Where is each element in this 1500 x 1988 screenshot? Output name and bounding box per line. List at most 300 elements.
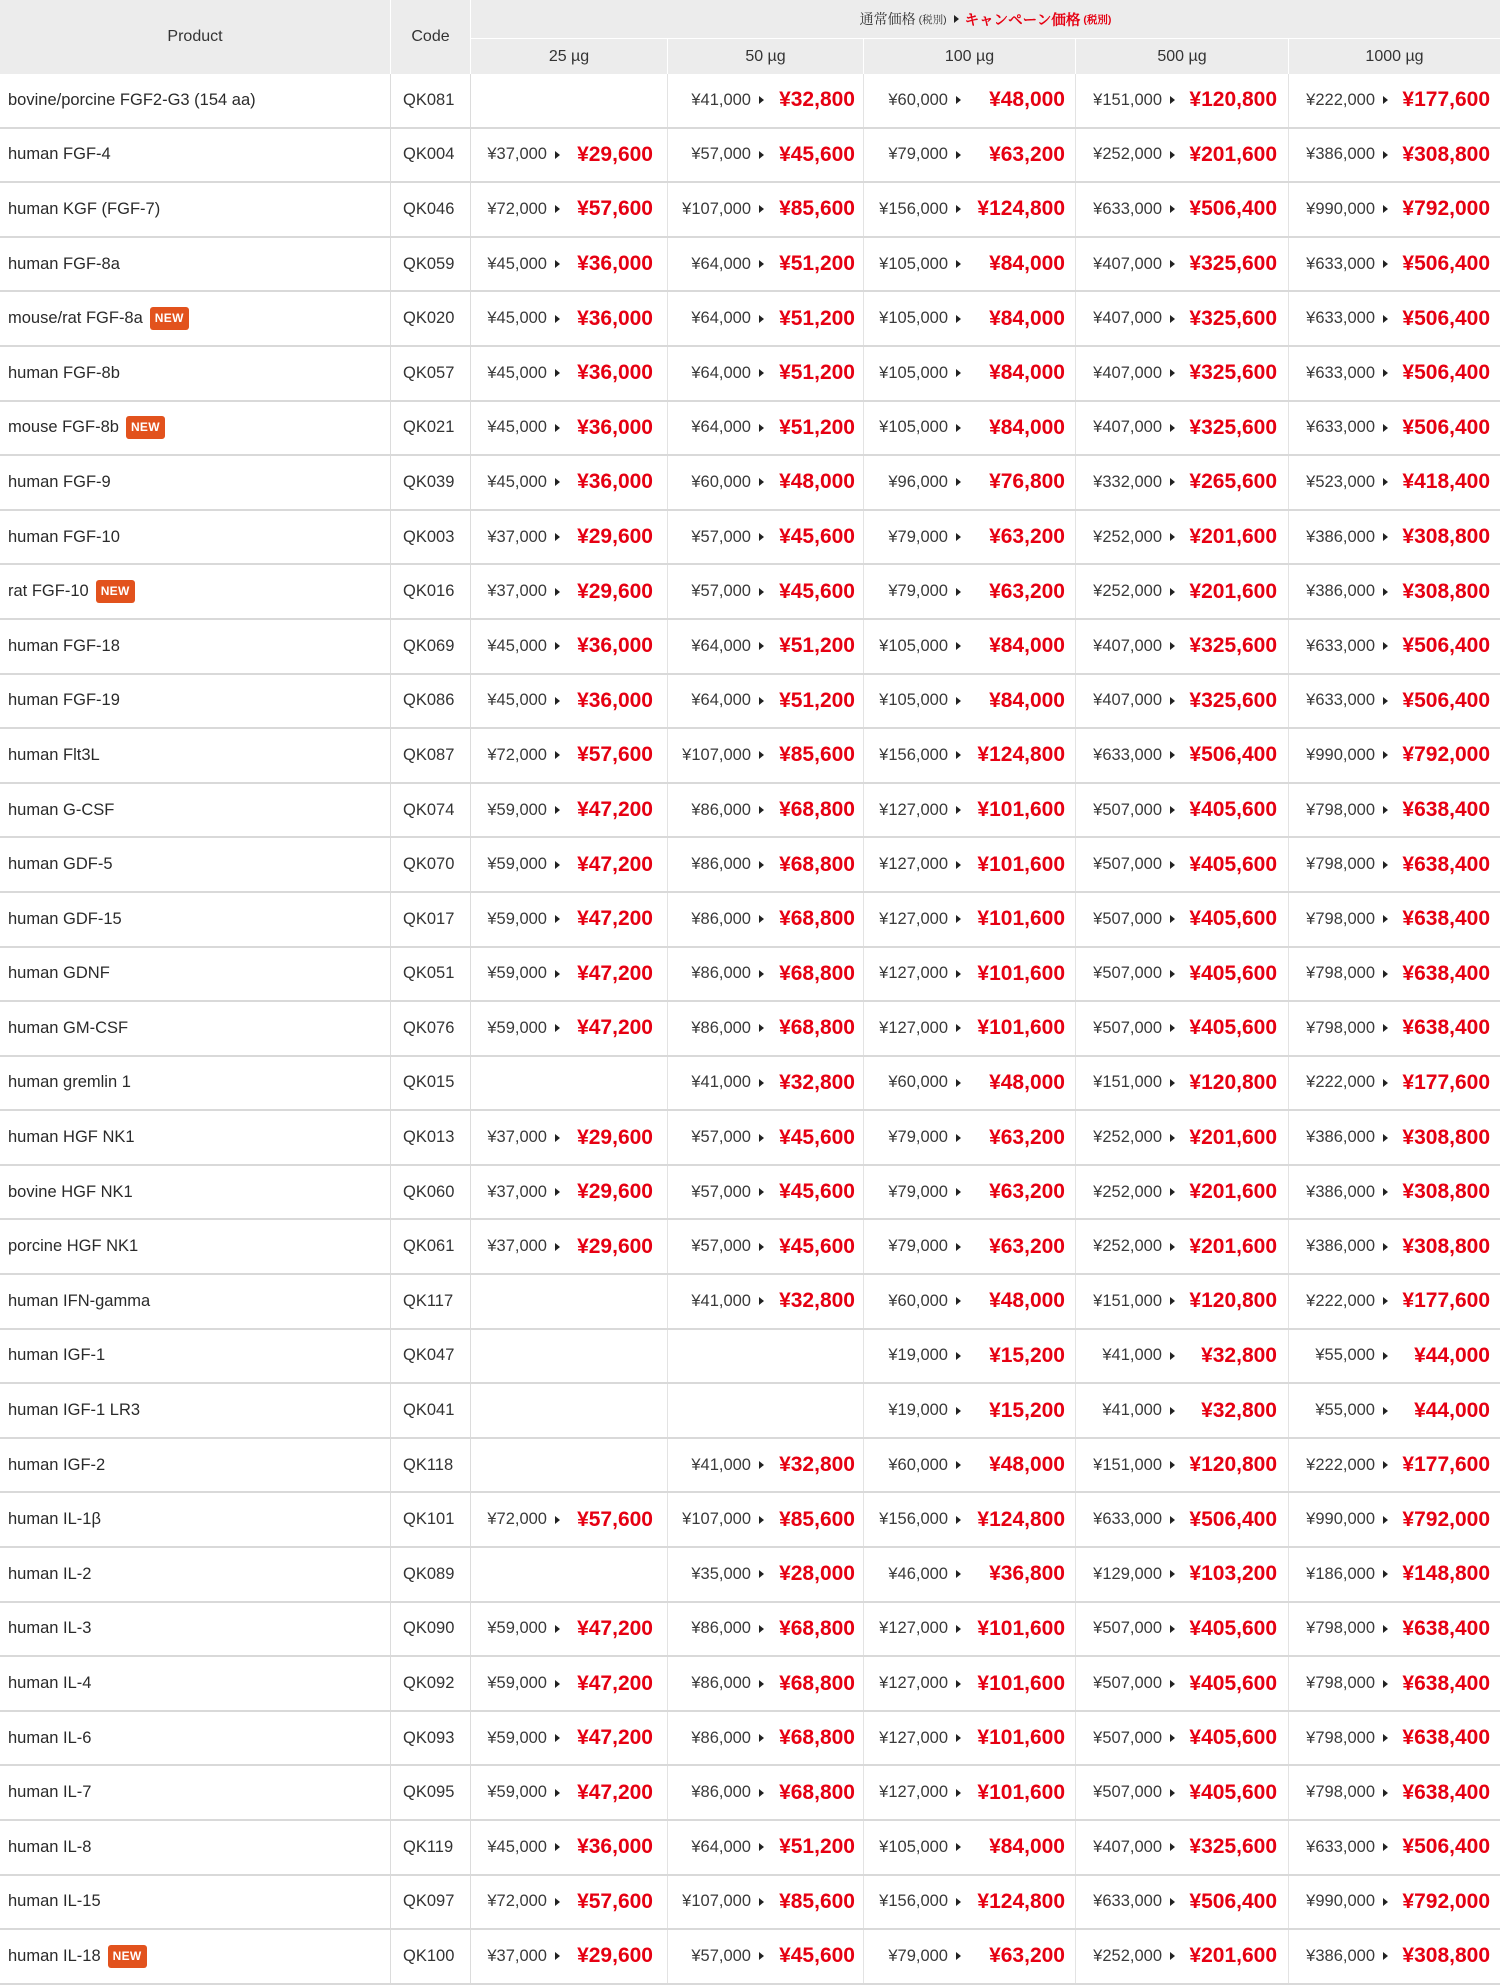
campaign-price: ¥57,600 bbox=[577, 197, 653, 221]
arrow-right-icon bbox=[1170, 1188, 1175, 1196]
regular-price: ¥186,000 bbox=[1306, 1564, 1375, 1583]
arrow-right-icon bbox=[555, 151, 560, 159]
arrow-right-icon bbox=[1170, 315, 1175, 323]
campaign-price: ¥36,000 bbox=[577, 415, 653, 439]
table-row bbox=[0, 1111, 1500, 1166]
price-cell-500ug bbox=[1076, 1220, 1289, 1273]
arrow-right-icon bbox=[956, 1243, 961, 1251]
price-cell-100ug bbox=[864, 1657, 1076, 1710]
campaign-price: ¥308,800 bbox=[1402, 525, 1490, 549]
regular-price: ¥523,000 bbox=[1306, 472, 1375, 491]
arrow-right-icon bbox=[1170, 861, 1175, 869]
product-code: QK118 bbox=[403, 1455, 454, 1474]
regular-price: ¥127,000 bbox=[879, 1674, 948, 1693]
arrow-right-icon bbox=[1383, 151, 1388, 159]
regular-price: ¥507,000 bbox=[1093, 855, 1162, 874]
price-cell-1000ug bbox=[1289, 1548, 1500, 1601]
price-cell-500ug bbox=[1076, 1330, 1289, 1383]
price-cell-1000ug bbox=[1289, 784, 1500, 837]
arrow-right-icon bbox=[956, 151, 961, 159]
campaign-price: ¥124,800 bbox=[977, 743, 1065, 767]
regular-price: ¥64,000 bbox=[691, 1837, 751, 1856]
regular-price: ¥72,000 bbox=[487, 745, 547, 764]
regular-price: ¥129,000 bbox=[1093, 1564, 1162, 1583]
campaign-price: ¥506,400 bbox=[1189, 743, 1277, 767]
product-cell bbox=[0, 129, 391, 182]
regular-price: ¥60,000 bbox=[888, 1073, 948, 1092]
price-cell-500ug bbox=[1076, 1002, 1289, 1055]
arrow-right-icon bbox=[555, 806, 560, 814]
regular-price: ¥86,000 bbox=[691, 1619, 751, 1638]
arrow-right-icon bbox=[1170, 1734, 1175, 1742]
regular-price: ¥41,000 bbox=[1102, 1346, 1162, 1365]
arrow-right-icon bbox=[759, 1789, 764, 1797]
campaign-price: ¥51,200 bbox=[779, 1835, 855, 1859]
price-cell-100ug bbox=[864, 456, 1076, 509]
regular-price: ¥407,000 bbox=[1093, 418, 1162, 437]
campaign-price: ¥405,600 bbox=[1189, 1671, 1277, 1695]
arrow-right-icon bbox=[956, 806, 961, 814]
table-row bbox=[0, 183, 1500, 238]
arrow-right-icon bbox=[1170, 1024, 1175, 1032]
price-cell-100ug bbox=[864, 948, 1076, 1001]
campaign-price: ¥148,800 bbox=[1402, 1562, 1490, 1586]
campaign-price: ¥101,600 bbox=[977, 852, 1065, 876]
campaign-price: ¥177,600 bbox=[1402, 1070, 1490, 1094]
price-cell-25ug bbox=[471, 1657, 668, 1710]
arrow-right-icon bbox=[759, 1952, 764, 1960]
regular-price: ¥60,000 bbox=[888, 90, 948, 109]
campaign-price: ¥405,600 bbox=[1189, 1016, 1277, 1040]
product-name: human GM-CSF bbox=[8, 1018, 129, 1037]
arrow-right-icon bbox=[1170, 915, 1175, 923]
arrow-right-icon bbox=[555, 1024, 560, 1032]
price-cell-500ug bbox=[1076, 1384, 1289, 1437]
code-cell bbox=[391, 238, 471, 291]
arrow-right-icon bbox=[555, 1898, 560, 1906]
campaign-price: ¥76,800 bbox=[989, 470, 1065, 494]
price-cell-1000ug bbox=[1289, 1439, 1500, 1492]
regular-price: ¥633,000 bbox=[1093, 199, 1162, 218]
regular-price: ¥633,000 bbox=[1306, 254, 1375, 273]
table-row bbox=[0, 1057, 1500, 1112]
arrow-right-icon bbox=[1170, 533, 1175, 541]
regular-price: ¥45,000 bbox=[487, 691, 547, 710]
arrow-right-icon bbox=[1383, 1461, 1388, 1469]
regular-price: ¥156,000 bbox=[879, 745, 948, 764]
code-cell bbox=[391, 402, 471, 455]
campaign-price: ¥29,600 bbox=[577, 1234, 653, 1258]
campaign-price: ¥84,000 bbox=[989, 252, 1065, 276]
arrow-right-icon bbox=[555, 970, 560, 978]
price-cell-25ug bbox=[471, 565, 668, 618]
product-cell bbox=[0, 1220, 391, 1273]
arrow-right-icon bbox=[555, 424, 560, 432]
price-cell-1000ug bbox=[1289, 1166, 1500, 1219]
product-code: QK016 bbox=[403, 582, 455, 601]
price-cell-50ug bbox=[668, 1166, 864, 1219]
product-name: human FGF-9 bbox=[8, 472, 111, 491]
price-cell-25ug bbox=[471, 1876, 668, 1929]
campaign-price: ¥638,400 bbox=[1402, 1016, 1490, 1040]
regular-price: ¥151,000 bbox=[1093, 90, 1162, 109]
campaign-price: ¥57,600 bbox=[577, 1507, 653, 1531]
price-cell-100ug bbox=[864, 893, 1076, 946]
campaign-price: ¥308,800 bbox=[1402, 579, 1490, 603]
regular-price: ¥633,000 bbox=[1306, 418, 1375, 437]
price-cell-25ug bbox=[471, 948, 668, 1001]
price-cell-50ug bbox=[668, 1876, 864, 1929]
product-name: human IL-18 bbox=[8, 1946, 101, 1965]
campaign-price: ¥124,800 bbox=[977, 197, 1065, 221]
arrow-right-icon bbox=[759, 697, 764, 705]
price-cell-500ug bbox=[1076, 784, 1289, 837]
table-row bbox=[0, 1876, 1500, 1931]
price-cell-100ug bbox=[864, 1821, 1076, 1874]
price-cell-25ug bbox=[471, 1712, 668, 1765]
arrow-right-icon bbox=[555, 751, 560, 759]
campaign-price: ¥325,600 bbox=[1189, 306, 1277, 330]
table-row bbox=[0, 1220, 1500, 1275]
regular-price: ¥127,000 bbox=[879, 1783, 948, 1802]
price-cell-50ug bbox=[668, 1002, 864, 1055]
arrow-right-icon bbox=[1170, 588, 1175, 596]
regular-price: ¥79,000 bbox=[888, 527, 948, 546]
product-cell bbox=[0, 1111, 391, 1164]
campaign-price: ¥51,200 bbox=[779, 415, 855, 439]
code-cell bbox=[391, 1166, 471, 1219]
price-cell-100ug bbox=[864, 511, 1076, 564]
campaign-price: ¥638,400 bbox=[1402, 1780, 1490, 1804]
campaign-price: ¥638,400 bbox=[1402, 961, 1490, 985]
price-cell-1000ug bbox=[1289, 1002, 1500, 1055]
regular-price: ¥37,000 bbox=[487, 1237, 547, 1256]
campaign-price: ¥405,600 bbox=[1189, 1780, 1277, 1804]
regular-price: ¥72,000 bbox=[487, 1892, 547, 1911]
code-cell bbox=[391, 1876, 471, 1929]
campaign-price: ¥265,600 bbox=[1189, 470, 1277, 494]
arrow-right-icon bbox=[1170, 1789, 1175, 1797]
arrow-right-icon bbox=[956, 1188, 961, 1196]
price-cell-500ug bbox=[1076, 1057, 1289, 1110]
campaign-price: ¥201,600 bbox=[1189, 1180, 1277, 1204]
campaign-price: ¥201,600 bbox=[1189, 525, 1277, 549]
product-name: human GDF-5 bbox=[8, 855, 113, 874]
product-code: QK003 bbox=[403, 527, 455, 546]
arrow-right-icon bbox=[956, 424, 961, 432]
arrow-right-icon bbox=[956, 1680, 961, 1688]
campaign-price: ¥101,600 bbox=[977, 1726, 1065, 1750]
campaign-price: ¥405,600 bbox=[1189, 961, 1277, 985]
regular-price: ¥86,000 bbox=[691, 855, 751, 874]
code-cell bbox=[391, 729, 471, 782]
campaign-price: ¥85,600 bbox=[779, 1889, 855, 1913]
price-cell-25ug bbox=[471, 402, 668, 455]
product-code: QK020 bbox=[403, 309, 455, 328]
regular-price: ¥633,000 bbox=[1093, 1892, 1162, 1911]
campaign-price: ¥36,000 bbox=[577, 634, 653, 658]
table-row bbox=[0, 1712, 1500, 1767]
arrow-right-icon bbox=[1170, 1461, 1175, 1469]
product-code: QK086 bbox=[403, 691, 455, 710]
product-code: QK097 bbox=[403, 1892, 455, 1911]
arrow-right-icon bbox=[1170, 806, 1175, 814]
campaign-price: ¥51,200 bbox=[779, 634, 855, 658]
product-cell bbox=[0, 456, 391, 509]
regular-price: ¥64,000 bbox=[691, 418, 751, 437]
regular-price: ¥151,000 bbox=[1093, 1291, 1162, 1310]
product-name: mouse FGF-8b bbox=[8, 418, 119, 437]
campaign-price: ¥506,400 bbox=[1402, 306, 1490, 330]
price-cell-500ug bbox=[1076, 838, 1289, 891]
regular-price: ¥64,000 bbox=[691, 636, 751, 655]
product-name: mouse/rat FGF-8a bbox=[8, 309, 143, 328]
price-cell-50ug bbox=[668, 1439, 864, 1492]
campaign-price: ¥101,600 bbox=[977, 1780, 1065, 1804]
campaign-price: ¥84,000 bbox=[989, 306, 1065, 330]
price-cell-1000ug bbox=[1289, 620, 1500, 673]
regular-price: ¥507,000 bbox=[1093, 800, 1162, 819]
arrow-right-icon bbox=[759, 861, 764, 869]
regular-price: ¥127,000 bbox=[879, 1728, 948, 1747]
table-row bbox=[0, 565, 1500, 620]
regular-price: ¥127,000 bbox=[879, 1018, 948, 1037]
table-row bbox=[0, 238, 1500, 293]
price-cell-1000ug bbox=[1289, 347, 1500, 400]
price-cell-100ug bbox=[864, 1603, 1076, 1656]
arrow-right-icon bbox=[1383, 1352, 1388, 1360]
product-name: human IGF-1 bbox=[8, 1346, 106, 1365]
code-cell bbox=[391, 1766, 471, 1819]
code-cell bbox=[391, 1330, 471, 1383]
price-cell-25ug bbox=[471, 183, 668, 236]
table-row bbox=[0, 948, 1500, 1003]
arrow-right-icon bbox=[759, 751, 764, 759]
product-cell bbox=[0, 1384, 391, 1437]
arrow-right-icon bbox=[1383, 642, 1388, 650]
campaign-price: ¥405,600 bbox=[1189, 852, 1277, 876]
arrow-right-icon bbox=[1383, 369, 1388, 377]
price-cell-50ug bbox=[668, 347, 864, 400]
arrow-right-icon bbox=[759, 1680, 764, 1688]
campaign-price: ¥101,600 bbox=[977, 961, 1065, 985]
price-cell-25ug bbox=[471, 729, 668, 782]
arrow-right-icon bbox=[956, 1461, 961, 1469]
price-cell-100ug bbox=[864, 1166, 1076, 1219]
campaign-price: ¥68,800 bbox=[779, 1780, 855, 1804]
regular-price: ¥222,000 bbox=[1306, 1073, 1375, 1092]
campaign-price: ¥177,600 bbox=[1402, 88, 1490, 112]
campaign-price: ¥120,800 bbox=[1189, 1289, 1277, 1313]
product-name: human IL-15 bbox=[8, 1892, 101, 1911]
price-cell-500ug bbox=[1076, 238, 1289, 291]
price-cell-1000ug bbox=[1289, 74, 1500, 127]
campaign-price: ¥28,000 bbox=[779, 1562, 855, 1586]
campaign-price: ¥45,600 bbox=[779, 1125, 855, 1149]
arrow-right-icon bbox=[956, 1734, 961, 1742]
campaign-price: ¥57,600 bbox=[577, 1889, 653, 1913]
price-cell-50ug bbox=[668, 675, 864, 728]
product-name: human IL-3 bbox=[8, 1619, 92, 1638]
code-cell bbox=[391, 347, 471, 400]
campaign-price: ¥308,800 bbox=[1402, 1125, 1490, 1149]
arrow-right-icon bbox=[1383, 1243, 1388, 1251]
regular-price: ¥332,000 bbox=[1093, 472, 1162, 491]
campaign-price: ¥638,400 bbox=[1402, 1671, 1490, 1695]
arrow-right-icon bbox=[1383, 1734, 1388, 1742]
campaign-price: ¥48,000 bbox=[989, 1289, 1065, 1313]
campaign-price: ¥32,800 bbox=[779, 1453, 855, 1477]
arrow-right-icon bbox=[1383, 1407, 1388, 1415]
arrow-right-icon bbox=[759, 96, 764, 104]
regular-price: ¥45,000 bbox=[487, 254, 547, 273]
code-cell bbox=[391, 74, 471, 127]
price-cell-1000ug bbox=[1289, 1712, 1500, 1765]
regular-price: ¥507,000 bbox=[1093, 909, 1162, 928]
product-name: human IL-6 bbox=[8, 1728, 92, 1747]
campaign-price: ¥68,800 bbox=[779, 1616, 855, 1640]
campaign-price: ¥177,600 bbox=[1402, 1453, 1490, 1477]
campaign-price: ¥44,000 bbox=[1414, 1398, 1490, 1422]
campaign-price: ¥101,600 bbox=[977, 1671, 1065, 1695]
price-cell-50ug bbox=[668, 893, 864, 946]
table-body bbox=[0, 74, 1500, 1985]
price-cell-1000ug bbox=[1289, 402, 1500, 455]
regular-price: ¥127,000 bbox=[879, 964, 948, 983]
campaign-price: ¥103,200 bbox=[1189, 1562, 1277, 1586]
price-cell-100ug bbox=[864, 565, 1076, 618]
price-cell-100ug bbox=[864, 1002, 1076, 1055]
campaign-price: ¥45,600 bbox=[779, 525, 855, 549]
code-cell bbox=[391, 456, 471, 509]
product-name: human KGF (FGF-7) bbox=[8, 199, 161, 218]
arrow-right-icon bbox=[956, 1843, 961, 1851]
regular-price: ¥35,000 bbox=[691, 1564, 751, 1583]
price-cell-1000ug bbox=[1289, 1275, 1500, 1328]
regular-price: ¥107,000 bbox=[682, 745, 751, 764]
regular-price: ¥79,000 bbox=[888, 1128, 948, 1147]
code-cell bbox=[391, 1603, 471, 1656]
regular-price: ¥386,000 bbox=[1306, 1182, 1375, 1201]
price-cell-25ug bbox=[471, 1057, 668, 1110]
arrow-right-icon bbox=[1170, 424, 1175, 432]
campaign-price: ¥85,600 bbox=[779, 1507, 855, 1531]
campaign-price: ¥308,800 bbox=[1402, 1944, 1490, 1968]
price-cell-100ug bbox=[864, 292, 1076, 345]
product-code: QK060 bbox=[403, 1182, 455, 1201]
product-name: bovine HGF NK1 bbox=[8, 1182, 133, 1201]
arrow-right-icon bbox=[956, 205, 961, 213]
arrow-right-icon bbox=[759, 1134, 764, 1142]
product-name: human Flt3L bbox=[8, 745, 100, 764]
campaign-price: ¥308,800 bbox=[1402, 1180, 1490, 1204]
product-name: human IL-4 bbox=[8, 1674, 92, 1693]
product-name: rat FGF-10 bbox=[8, 582, 89, 601]
campaign-price: ¥325,600 bbox=[1189, 415, 1277, 439]
campaign-price: ¥201,600 bbox=[1189, 1234, 1277, 1258]
campaign-price: ¥29,600 bbox=[577, 1944, 653, 1968]
regular-price: ¥45,000 bbox=[487, 309, 547, 328]
campaign-price: ¥29,600 bbox=[577, 579, 653, 603]
price-cell-500ug bbox=[1076, 456, 1289, 509]
product-cell bbox=[0, 1275, 391, 1328]
campaign-price: ¥85,600 bbox=[779, 197, 855, 221]
campaign-price: ¥68,800 bbox=[779, 798, 855, 822]
regular-price: ¥151,000 bbox=[1093, 1073, 1162, 1092]
regular-price: ¥633,000 bbox=[1306, 1837, 1375, 1856]
campaign-price: ¥506,400 bbox=[1402, 634, 1490, 658]
product-cell bbox=[0, 1002, 391, 1055]
new-badge: NEW bbox=[108, 1945, 147, 1968]
regular-price: ¥41,000 bbox=[691, 1291, 751, 1310]
arrow-right-icon bbox=[1170, 1570, 1175, 1578]
price-cell-25ug bbox=[471, 838, 668, 891]
price-cell-1000ug bbox=[1289, 675, 1500, 728]
arrow-right-icon bbox=[1170, 1352, 1175, 1360]
arrow-right-icon bbox=[1170, 478, 1175, 486]
regular-price: ¥86,000 bbox=[691, 1728, 751, 1747]
campaign-price: ¥325,600 bbox=[1189, 1835, 1277, 1859]
regular-price: ¥990,000 bbox=[1306, 199, 1375, 218]
regular-price: ¥107,000 bbox=[682, 1510, 751, 1529]
campaign-price: ¥405,600 bbox=[1189, 1616, 1277, 1640]
arrow-right-icon bbox=[555, 369, 560, 377]
code-cell bbox=[391, 1548, 471, 1601]
arrow-right-icon bbox=[1170, 1843, 1175, 1851]
arrow-right-icon bbox=[555, 478, 560, 486]
price-cell-50ug bbox=[668, 292, 864, 345]
campaign-price: ¥63,200 bbox=[989, 1944, 1065, 1968]
arrow-right-icon bbox=[759, 588, 764, 596]
product-code: QK041 bbox=[403, 1401, 455, 1420]
product-code: QK089 bbox=[403, 1564, 455, 1583]
campaign-price: ¥32,800 bbox=[779, 1289, 855, 1313]
campaign-price: ¥63,200 bbox=[989, 1180, 1065, 1204]
campaign-price: ¥792,000 bbox=[1402, 1889, 1490, 1913]
product-name: human IL-2 bbox=[8, 1564, 92, 1583]
price-cell-50ug bbox=[668, 1603, 864, 1656]
arrow-right-icon bbox=[759, 424, 764, 432]
arrow-right-icon bbox=[1383, 1625, 1388, 1633]
arrow-right-icon bbox=[1383, 205, 1388, 213]
product-cell bbox=[0, 1766, 391, 1819]
regular-price: ¥59,000 bbox=[487, 855, 547, 874]
campaign-price: ¥84,000 bbox=[989, 361, 1065, 385]
price-cell-100ug bbox=[864, 129, 1076, 182]
campaign-price: ¥47,200 bbox=[577, 1726, 653, 1750]
price-cell-500ug bbox=[1076, 1166, 1289, 1219]
campaign-price: ¥68,800 bbox=[779, 907, 855, 931]
price-cell-50ug bbox=[668, 1111, 864, 1164]
arrow-right-icon bbox=[555, 533, 560, 541]
arrow-right-icon bbox=[1170, 1243, 1175, 1251]
price-cell-25ug bbox=[471, 456, 668, 509]
price-cell-500ug bbox=[1076, 1657, 1289, 1710]
table-row bbox=[0, 511, 1500, 566]
campaign-price: ¥405,600 bbox=[1189, 1726, 1277, 1750]
regular-price: ¥127,000 bbox=[879, 909, 948, 928]
arrow-right-icon bbox=[1170, 1297, 1175, 1305]
arrow-right-icon bbox=[1383, 424, 1388, 432]
arrow-right-icon bbox=[956, 1789, 961, 1797]
campaign-price: ¥638,400 bbox=[1402, 798, 1490, 822]
arrow-right-icon bbox=[956, 1625, 961, 1633]
price-column-group-header bbox=[471, 0, 1500, 74]
arrow-right-icon bbox=[555, 260, 560, 268]
campaign-price: ¥29,600 bbox=[577, 1125, 653, 1149]
campaign-price: ¥48,000 bbox=[989, 88, 1065, 112]
arrow-right-icon bbox=[1383, 861, 1388, 869]
